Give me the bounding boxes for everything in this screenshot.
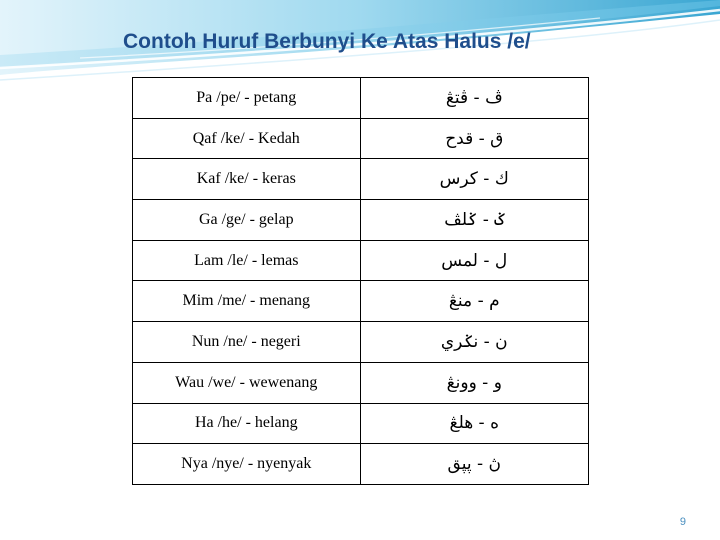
latin-cell: Lam /le/ - lemas: [133, 240, 361, 281]
table-row: [133, 159, 589, 200]
jawi-cell: ق - قدح: [360, 118, 588, 159]
latin-cell: Ga /ge/ - gelap: [133, 200, 361, 241]
slide-title: Contoh Huruf Berbunyi Ke Atas Halus /e/: [123, 30, 531, 53]
jawi-example-table: [132, 77, 589, 485]
table-row: [133, 403, 589, 444]
table-row: [133, 200, 589, 241]
jawi-cell: ه - هلڠ: [360, 403, 588, 444]
page-number: 9: [679, 516, 686, 528]
latin-cell: Qaf /ke/ - Kedah: [133, 118, 361, 159]
jawi-cell: ڤ - ڤتڠ: [360, 78, 588, 119]
table-row: [133, 362, 589, 403]
latin-cell: Pa /pe/ - petang: [133, 78, 361, 119]
table-row: [133, 78, 589, 119]
latin-cell: Ha /he/ - helang: [133, 403, 361, 444]
jawi-cell: ڽ - ڽڽق: [360, 444, 588, 485]
latin-cell: Kaf /ke/ - keras: [133, 159, 361, 200]
latin-cell: Nun /ne/ - negeri: [133, 322, 361, 363]
jawi-cell: و - وونڠ: [360, 362, 588, 403]
jawi-cell: م - منڠ: [360, 281, 588, 322]
latin-cell: Nya /nye/ - nyenyak: [133, 444, 361, 485]
table-row: [133, 281, 589, 322]
table-row: [133, 322, 589, 363]
table-row: [133, 444, 589, 485]
table-row: [133, 118, 589, 159]
latin-cell: Mim /me/ - menang: [133, 281, 361, 322]
jawi-cell: ن - نݢري: [360, 322, 588, 363]
jawi-cell: ك - كرس: [360, 159, 588, 200]
jawi-cell: ل - لمس: [360, 240, 588, 281]
jawi-cell: ݢ - ݢلڤ: [360, 200, 588, 241]
table-body: [133, 78, 589, 485]
latin-cell: Wau /we/ - wewenang: [133, 362, 361, 403]
table-row: [133, 240, 589, 281]
